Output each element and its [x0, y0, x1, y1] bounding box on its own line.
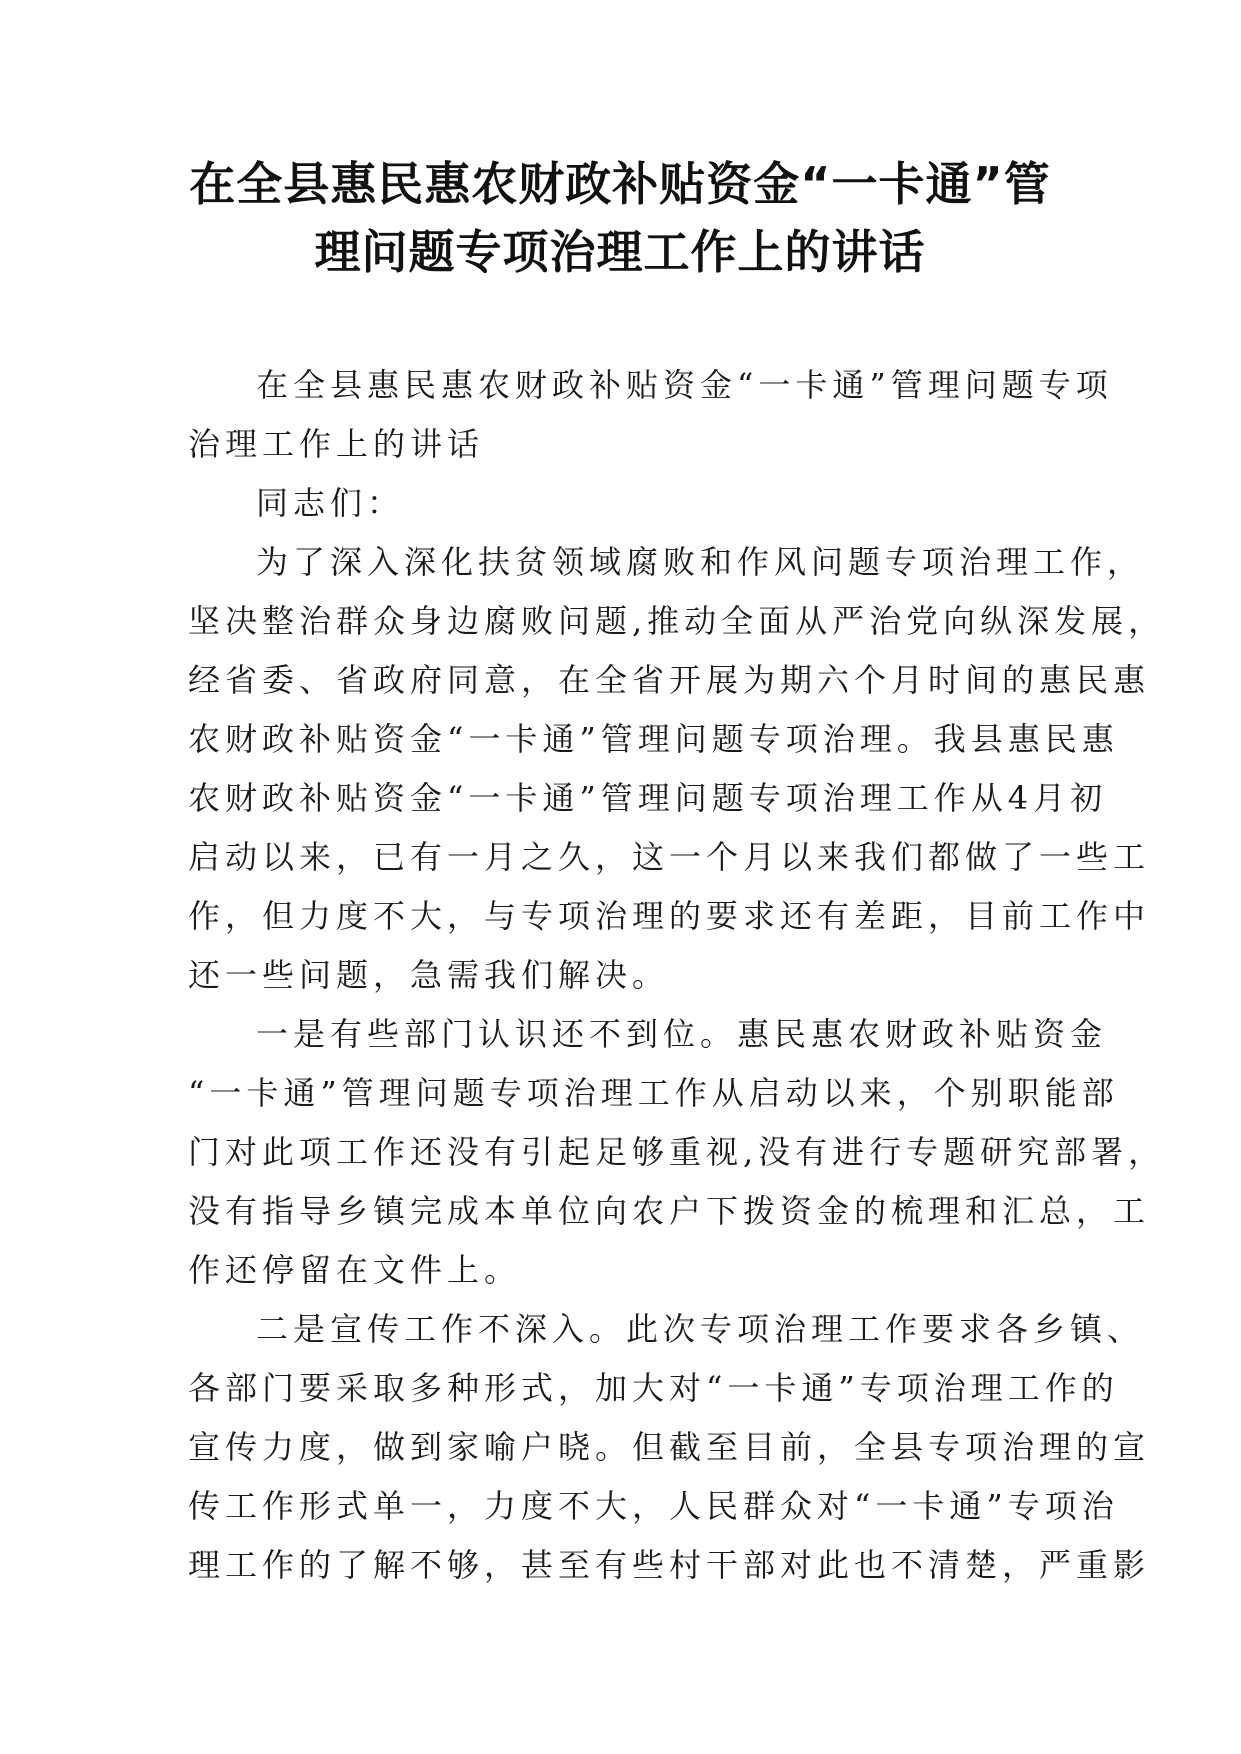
paragraph-intro — [188, 533, 1166, 1005]
text-line: 各部门要采取多种形式，加大对“一卡通”专项治理工作的 — [188, 1369, 1119, 1407]
text-line: 同志们： — [256, 484, 405, 522]
paragraph-point-two — [188, 1300, 1151, 1595]
text-line: 传工作形式单一，力度不大，人民群众对“一卡通”专项治 — [188, 1487, 1119, 1525]
text-line: 没有指导乡镇完成本单位向农户下拨资金的梳理和汇总，工 — [188, 1192, 1151, 1230]
text-line: 作，但力度不大，与专项治理的要求还有差距，目前工作中 — [188, 897, 1151, 935]
text-line: 一是有些部门认识还不到位。惠民惠农财政补贴资金 — [256, 1015, 1108, 1053]
document-body — [188, 356, 1166, 1595]
text-line: “一卡通”管理问题专项治理工作从启动以来，个别职能部 — [188, 1074, 1119, 1112]
text-line: 门对此项工作还没有引起足够重视,没有进行专题研究部署， — [188, 1133, 1166, 1171]
text-line: 农财政补贴资金“一卡通”管理问题专项治理工作从4月初 — [188, 779, 1108, 817]
text-line: 为了深入深化扶贫领域腐败和作风问题专项治理工作， — [256, 543, 1145, 581]
text-line: 在全县惠民惠农财政补贴资金“一卡通”管理问题专项 — [256, 366, 1113, 404]
title-line-1: 在全县惠民惠农财政补贴资金“一卡通”管 — [189, 157, 1051, 211]
text-line: 坚决整治群众身边腐败问题,推动全面从严治党向纵深发展， — [188, 602, 1166, 640]
text-line: 农财政补贴资金“一卡通”管理问题专项治理。我县惠民惠 — [188, 720, 1119, 758]
paragraph-point-one — [188, 1005, 1166, 1300]
text-line: 作还停留在文件上。 — [188, 1251, 522, 1289]
text-line: 经省委、省政府同意，在全省开展为期六个月时间的惠民惠 — [188, 661, 1151, 699]
text-line: 治理工作上的讲话 — [188, 425, 485, 463]
text-line: 理工作的了解不够，甚至有些村干部对此也不清楚，严重影 — [188, 1546, 1151, 1584]
paragraph-heading — [188, 356, 1113, 474]
text-line: 启动以来，已有一月之久，这一个月以来我们都做了一些工 — [188, 838, 1151, 876]
document-title — [170, 150, 1070, 286]
text-line: 二是宣传工作不深入。此次专项治理工作要求各乡镇、 — [256, 1310, 1145, 1348]
text-line: 宣传力度，做到家喻户晓。但截至目前，全县专项治理的宣 — [188, 1428, 1151, 1466]
paragraph-salutation — [188, 474, 1068, 533]
title-line-2: 理问题专项治理工作上的讲话 — [314, 225, 926, 279]
text-line: 还一些问题，急需我们解决。 — [188, 956, 670, 994]
